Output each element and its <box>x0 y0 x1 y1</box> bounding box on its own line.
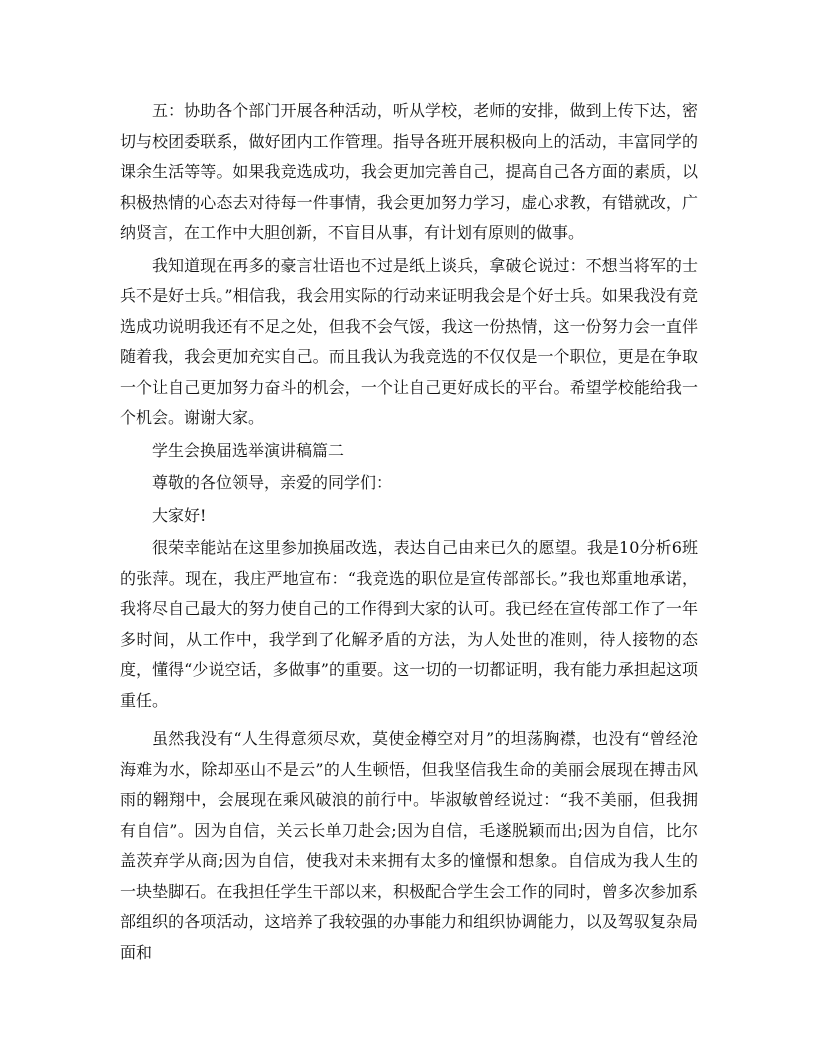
document-page <box>120 96 698 970</box>
paragraph-3: 很荣幸能站在这里参加换届改选，表达自己由来已久的愿望。我是10分析6班的张萍。现在，我庄严地宣布：“我竞选的职位是宣传部部长。”我也郑重地承诺，我将尽自己最大的努力使自己的工作得到大家的认可。我已经在宣传部工作了一年多时间，从工作中，我学到了化解矛盾的方法，为人处世的准则，待人接物的态度，懂得“少说空话，多做事”的重要。这一切的一切都证明，我有能力承担起这项重任。 <box>120 538 698 710</box>
paragraph-1: 五：协助各个部门开展各种活动，听从学校，老师的安排，做到上传下达，密切与校团委联系，做好团内工作管理。指导各班开展积极向上的活动，丰富同学的课余生活等等。如果我竞选成功，我会更加完善自己，提高自己各方面的素质，以积极热情的心态去对待每一件事情，我会更加努力学习，虚心求教，有错就改，广纳贤言，在工作中大胆创新，不盲目从事，有计划有原则的做事。 <box>120 101 698 242</box>
greeting: 大家好! <box>152 505 207 525</box>
salutation: 尊敬的各位领导，亲爱的同学们： <box>152 473 393 492</box>
paragraph-2: 我知道现在再多的豪言壮语也不过是纸上谈兵，拿破仑说过：不想当将军的士兵不是好士兵。”相信我，我会用实际的行动来证明我会是个好士兵。如果我没有竞选成功说明我还有不足之处，但我不会气馁，我这一份热情，这一份努力会一直伴随着我，我会更加充实自己。而且我认为我竞选的不仅仅是一个职位，更是在争取一个让自己更加努力奋斗的机会，一个让自己更好成长的平台。希望学校能给我一个机会。谢谢大家。 <box>120 255 698 427</box>
paragraph-4: 虽然我没有“人生得意须尽欢，莫使金樽空对月”的坦荡胸襟，也没有“曾经沧海难为水，除却巫山不是云”的人生顿悟，但我坚信我生命的美丽会展现在搏击风雨的翱翔中，会展现在乘风破浪的前行中。毕淑敏曾经说过：“我不美丽，但我拥有自信”。因为自信，关云长单刀赴会;因为自信，毛遂脱颖而出;因为自信，比尔盖茨弃学从商;因为自信，使我对未来拥有太多的憧憬和想象。自信成为我人生的一块垫脚石。在我担任学生干部以来，积极配合学生会工作的同时，曾多次参加系部组织的各项活动，这培养了我较强的办事能力和组织协调能力，以及驾驭复杂局面和 <box>120 729 698 962</box>
section-title: 学生会换届选举演讲稿篇二 <box>152 440 345 460</box>
